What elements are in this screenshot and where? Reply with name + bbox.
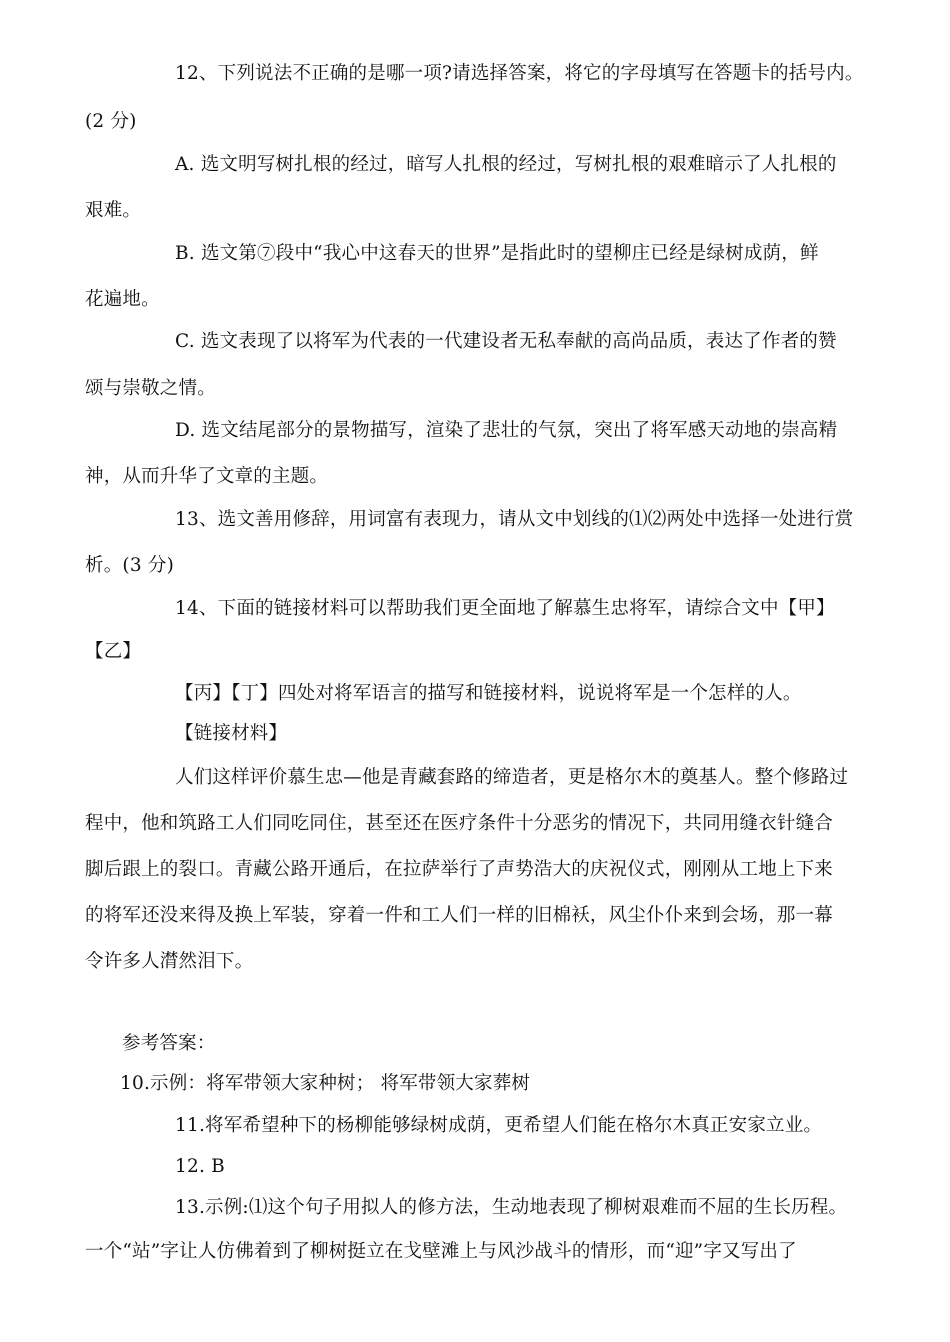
q12-option-b-line2: 花遍地。 [85,289,160,310]
answers-heading: 参考答案： [122,1033,216,1054]
answer-11: 11.将军希望种下的杨柳能够绿树成荫，更希望人们能在格尔木真正安家立业。 [175,1115,823,1136]
q12-option-d-line1: D. 选文结尾部分的景物描写，渲染了悲壮的气氛，突出了将军感天动地的崇高精 [175,420,838,441]
q12-option-a-line2: 艰难。 [85,200,142,221]
answer-13-line1: 13.示例:⑴这个句子用拟人的修方法，生动地表现了柳树艰难而不屈的生长历程。 [175,1197,848,1218]
q12-option-d-line2: 神，从而升华了文章的主题。 [85,466,329,487]
material-line-4: 的将军还没来得及换上军装，穿着一件和工人们一样的旧棉袄，风尘仆仆来到会场，那一幕 [85,905,834,926]
q14-line1: 14、下面的链接材料可以帮助我们更全面地了解慕生忠将军，请综合文中【甲】 [175,598,835,619]
q12-stem-line2: (2 分) [85,111,137,132]
q12-option-a-line1: A. 选文明写树扎根的经过，暗写人扎根的经过，写树扎根的艰难暗示了人扎根的 [175,154,837,175]
material-line-1: 人们这样评价慕生忠—他是青藏套路的缔造者，更是格尔木的奠基人。整个修路过 [175,767,849,788]
answer-12: 12. B [175,1156,225,1177]
q12-option-c-line1: C. 选文表现了以将军为代表的一代建设者无私奉献的高尚品质，表达了作者的赞 [175,331,837,352]
answer-13-line2: 一个“站”字让人仿佛着到了柳树挺立在戈壁滩上与风沙战斗的情形，而“迎”字又写出了 [85,1241,797,1262]
q14-line2: 【乙】 [85,641,142,662]
material-line-5: 令许多人潸然泪下。 [85,951,254,972]
q12-option-c-line2: 颂与崇敬之情。 [85,378,216,399]
material-heading: 【链接材料】 [175,723,288,744]
q13-line2: 析。(3 分) [85,555,174,576]
q13-line1: 13、选文善用修辞，用词富有表现力，请从文中划线的⑴⑵两处中选择一处进行赏 [175,509,854,530]
material-line-2: 程中，他和筑路工人们同吃同住，甚至还在医疗条件十分恶劣的情况下，共同用缝衣针缝合 [85,813,834,834]
answer-10: 10.示例：将军带领大家种树； 将军带领大家葬树 [120,1073,531,1094]
q12-option-b-line1: B. 选文第⑦段中“我心中这春天的世界”是指此时的望柳庄已经是绿树成荫，鲜 [175,243,819,264]
material-line-3: 脚后跟上的裂口。青藏公路开通后，在拉萨举行了声势浩大的庆祝仪式，刚刚从工地上下来 [85,859,834,880]
q14-line3: 【丙】【丁】四处对将军语言的描写和链接材料，说说将军是一个怎样的人。 [175,683,802,704]
q12-stem-line1: 12、下列说法不正确的是哪一项?请选择答案，将它的字母填写在答题卡的括号内。 [175,63,864,84]
